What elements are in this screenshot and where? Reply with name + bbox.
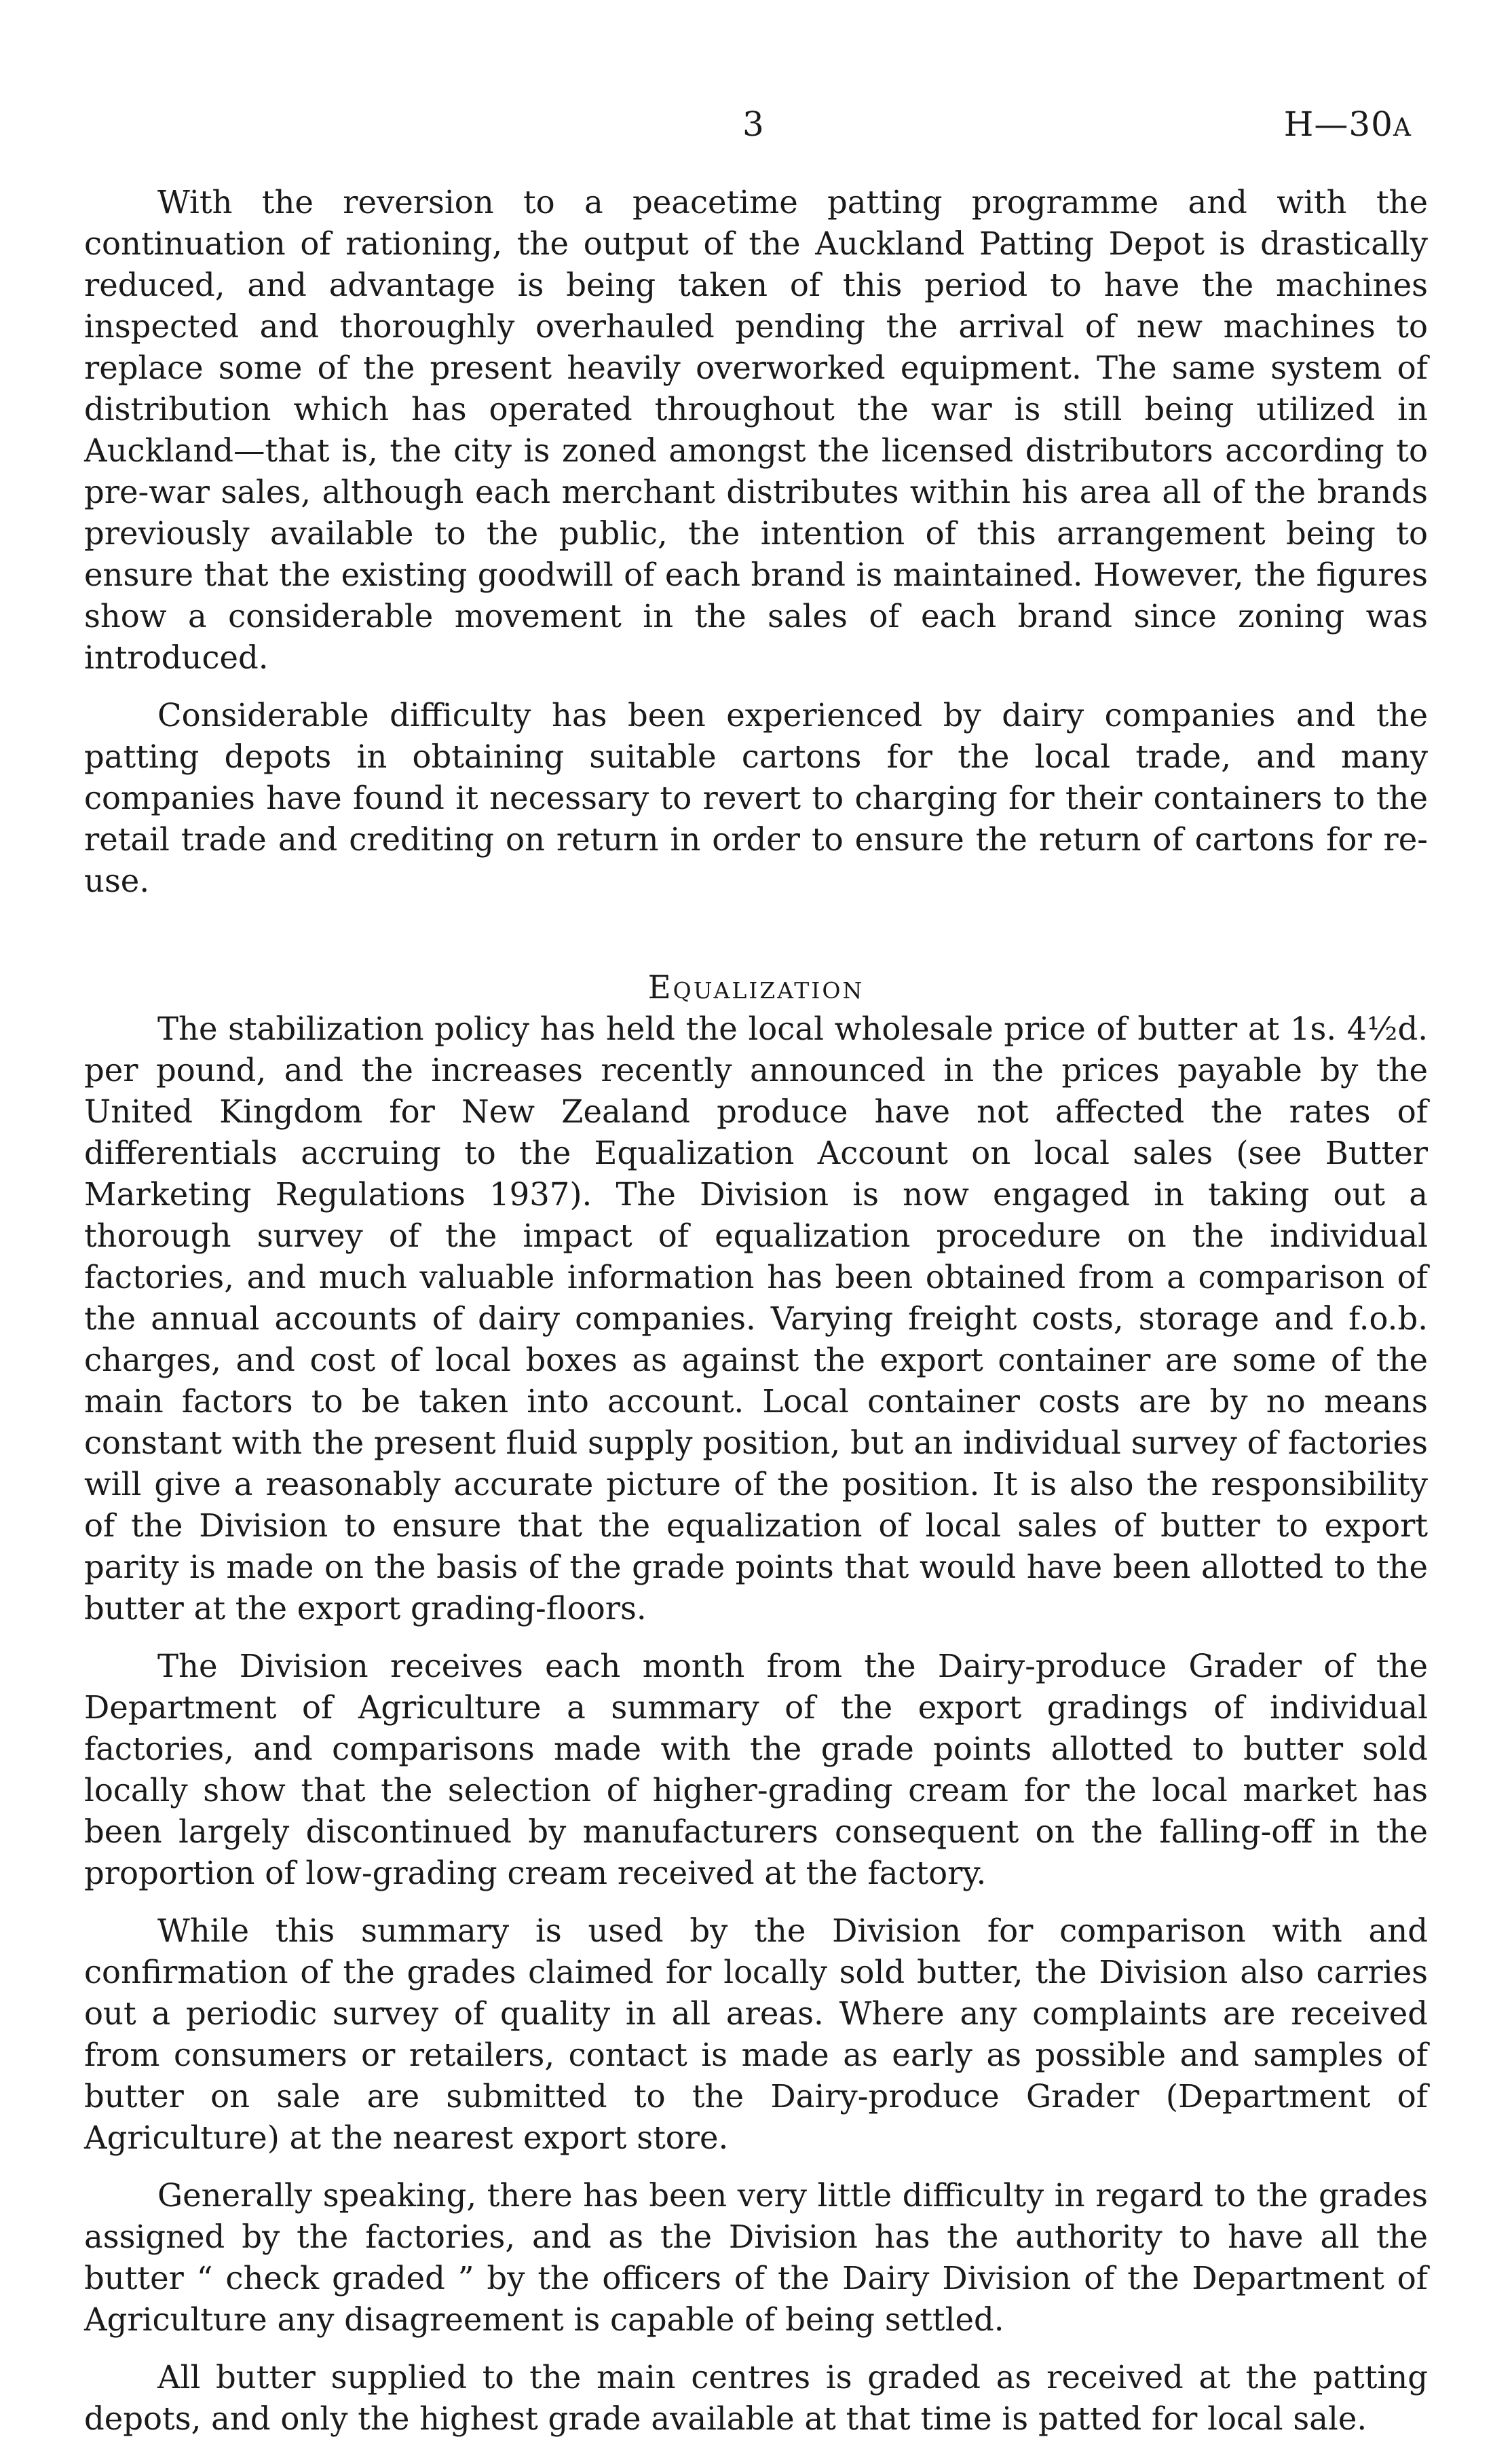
paragraph-grader-summary: The Division receives each month from the Dairy-produce Grader of the Department of Agriculture a summary of the export gradings of individual factories, and comparisons made with the grade points allotted to butter sold locally show that the selection of higher-grading cream for the local market has been largely discontinued by manufacturers consequent on the falling-off in the proportion of low-grading cream received at the factory. (84, 1648, 1428, 1891)
body-text (84, 182, 1428, 2456)
paragraph-quality-survey: While this summary is used by the Division for comparison with and confirmation of the grades claimed for locally sold butter, the Division also carries out a periodic survey of quality in all areas. Where any complaints are received from consumers or retailers, contact is made as early as possible and samples of butter on sale are submitted to the Dairy-produce Grader (Department of Agriculture) at the nearest export store. (84, 1912, 1428, 2156)
document-id-suffix: A (1393, 114, 1412, 142)
document-identifier (1283, 105, 1412, 144)
paragraph-stabilization-policy: The stabilization policy has held the local wholesale price of butter at 1s. 4½d. per pound, and the increases recently announced in the prices payable by the United Kingdom for New Zealand produce have not affected the rates of differentials accruing to the Equalization Account on local sales (see Butter Marketing Regulations 1937). The Division is now engaged in taking out a thorough survey of the impact of equalization procedure on the individual factories, and much valuable information has been obtained from a comparison of the annual accounts of dairy companies. Varying freight costs, storage and f.o.b. charges, and cost of local boxes as against the export container are some of the main factors to be taken into account. Local container costs are by no means constant with the present fluid supply position, but an individual survey of factories will give a reasonably accurate picture of the position. It is also the responsibility of the Division to ensure that the equalization of local sales of butter to export parity is made on the basis of the grade points that would have been allotted to the butter at the export grading-floors. (84, 1010, 1428, 1627)
section-heading-equalization: Equalization (647, 969, 865, 1006)
paragraph-cartons: Considerable difficulty has been experienced by dairy companies and the patting depots in obtaining suitable cartons for the local trade, and many companies have found it necessary to revert to charging for their containers to the retail trade and crediting on return in order to ensure the return of cartons for re-use. (84, 697, 1428, 899)
paragraph-main-centres: All butter supplied to the main centres is graded as received at the patting depots, and only the highest grade available at that time is patted for local sale. (84, 2359, 1428, 2437)
paragraph-patting-depot: With the reversion to a peacetime patting programme and with the continuation of rationing, the output of the Auckland Patting Depot is drastically reduced, and advantage is being taken of this period to have the machines inspected and thoroughly overhauled pending the arrival of new machines to replace some of the present heavily overworked equipment. The same system of distribution which has operated throughout the war is still being utilized in Auckland—that is, the city is zoned amongst the licensed distributors according to pre-war sales, although each merchant distributes within his area all of the brands previously available to the public, the intention of this arrangement being to ensure that the existing goodwill of each brand is maintained. However, the figures show a considerable movement in the sales of each brand since zoning was introduced. (84, 184, 1428, 676)
page-number: 3 (742, 105, 764, 144)
paragraph-check-graded: Generally speaking, there has been very little difficulty in regard to the grades assigned by the factories, and as the Division has the authority to have all the butter “ check graded ” by the officers of the Dairy Division of the Department of Agriculture any disagreement is capable of being settled. (84, 2177, 1428, 2338)
document-id-main: H—30 (1283, 105, 1393, 144)
